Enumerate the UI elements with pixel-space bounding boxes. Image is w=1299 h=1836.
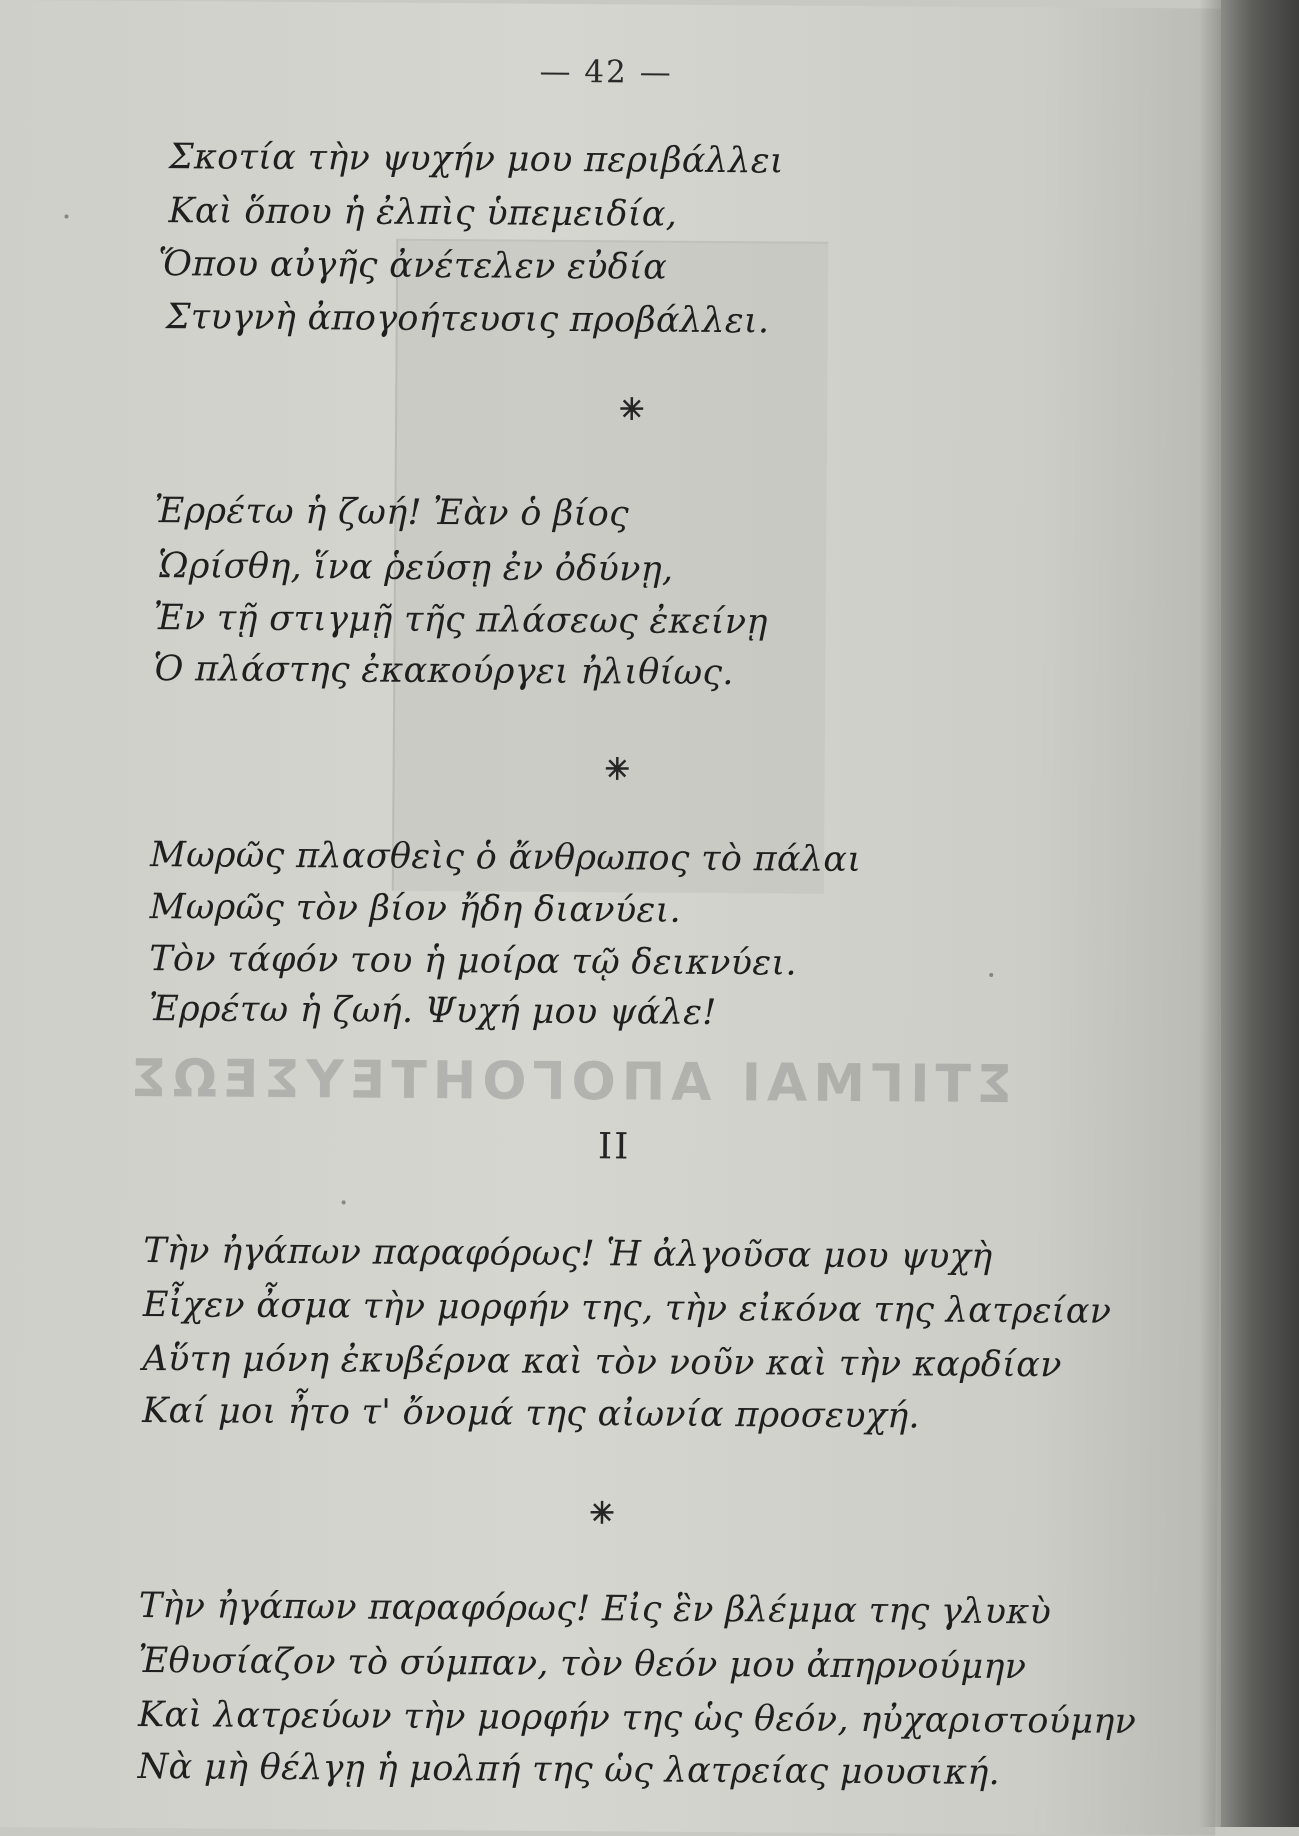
verse-line: Ὁ πλάστης ἐκακούργει ἠλιθίως. [153,649,734,694]
verse-line: Αὕτη μόνη ἐκυβέρνα καὶ τὸν νοῦν καὶ τὴν καρδίαν [142,1339,1062,1386]
paper-speck [989,973,993,977]
verse-line: Καὶ λατρεύων τὴν μορφήν της ὡς θεόν, ηὐχαριστούμην [137,1695,1137,1742]
verse-line: Ἐθυσίαζον τὸ σύμπαν, τὸν θεόν μου ἀπηρνούμην [138,1641,1027,1688]
bleed-through-heading: ΣΤΙΓΜΑΙ ΑΠΟΓΟΗΤΕΥΣΕΩΣ [125,1048,1013,1116]
verse-line: Στυγνὴ ἀπογοήτευσις προβάλλει. [165,297,770,342]
ornament-star: ✳ [589,1496,615,1532]
verse-line: Ἐρρέτω ἡ ζωή. Ψυχή μου ψάλε! [148,989,717,1034]
page-number: — 42 — [539,53,673,91]
verse-line: Τὸν τάφόν του ἡ μοίρα τῷ δεικνύει. [149,939,797,984]
ornament-star: ✳ [619,392,645,428]
paper-speck [64,214,68,218]
ornament-star: ✳ [604,752,630,788]
page-gutter-shadow [1199,0,1221,1827]
verse-line: Καί μοι ἦτο τ' ὄνομά της αἰωνία προσευχή. [142,1391,921,1437]
verse-line: Μωρῶς τὸν βίον ἤδη διανύει. [149,887,682,931]
verse-line: Ἐρρέτω ἡ ζωή! Ἐὰν ὁ βίος [154,491,630,535]
verse-line: Ὡρίσθη, ἵνα ῥεύσῃ ἐν ὀδύνῃ, [157,546,674,590]
verse-line: Εἶχεν ἆσμα τὴν μορφήν της, τὴν εἰκόνα της λατρείαν [142,1285,1112,1332]
verse-line: Σκοτία τὴν ψυχήν μου περιβάλλει [168,137,785,182]
verse-line: Ἐν τῇ στιγμῇ τῆς πλάσεως ἐκείνῃ [153,598,768,643]
verse-line: Τὴν ἠγάπων παραφόρως! Εἰς ἓν βλέμμα της γλυκὺ [138,1586,1052,1633]
book-gutter [1221,0,1299,1827]
verse-line: Καὶ ὅπου ἡ ἐλπὶς ὑπεμειδία, [168,191,678,235]
verse-line: Νὰ μὴ θέλγῃ ἡ μολπή της ὡς λατρείας μουσική. [137,1747,1001,1794]
verse-line: Τὴν ἠγάπων παραφόρως! Ἡ ἀλγοῦσα μου ψυχὴ [143,1231,993,1277]
section-numeral: II [597,1126,631,1168]
paper-speck [342,1200,346,1204]
verse-line: Μωρῶς πλασθεὶς ὁ ἄνθρωπος τὸ πάλαι [149,835,862,881]
verse-line: Ὅπου αὐγῆς ἀνέτελεν εὐδία [158,244,668,288]
